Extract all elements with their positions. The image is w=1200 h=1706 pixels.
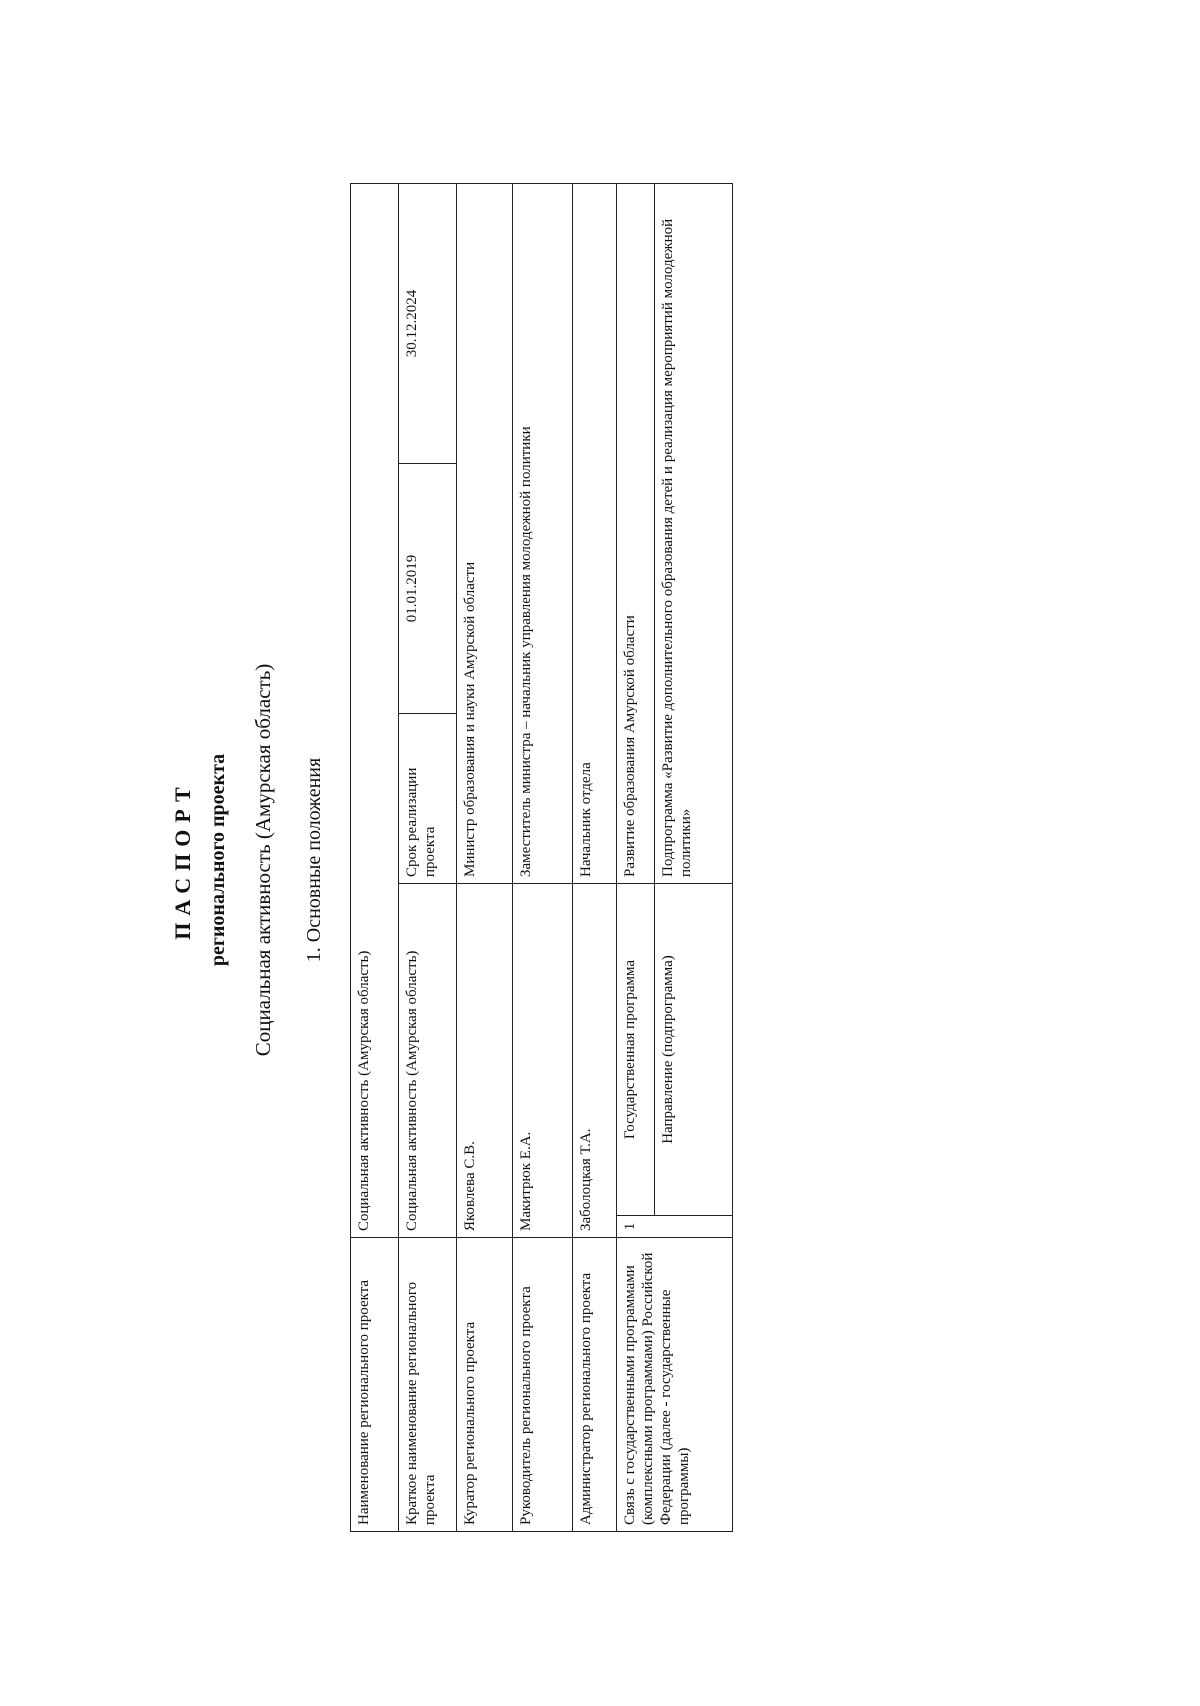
start-date: 01.01.2019 — [399, 464, 457, 714]
person-position: Заместитель министра – начальник управления молодежной политики — [513, 184, 573, 884]
subprogram-label: Направление (подпрограмма) — [655, 884, 733, 1216]
program-label: Государственная программа — [617, 884, 655, 1216]
subprogram-value: Подпрограмма «Развитие дополнительного образования детей и реализация мероприятий молодежной политики» — [655, 184, 733, 884]
row-label: Наименование регионального проекта — [351, 1238, 399, 1532]
rotated-page — [170, 180, 730, 1540]
row-value: Социальная активность (Амурская область) — [399, 884, 457, 1238]
person-position: Начальник отдела — [573, 184, 617, 884]
table-row — [457, 184, 513, 1532]
program-value: Развитие образования Амурской области — [617, 184, 655, 884]
term-label: Срок реализации проекта — [399, 714, 457, 884]
document-title: ПАСПОРТ — [170, 780, 195, 940]
person-name: Макитрюк Е.А. — [513, 884, 573, 1238]
end-date: 30.12.2024 — [399, 184, 457, 464]
row-value: Социальная активность (Амурская область) — [351, 184, 399, 1238]
row-label: Администратор регионального проекта — [573, 1238, 617, 1532]
row-label: Руководитель регионального проекта — [513, 1238, 573, 1532]
person-position: Министр образования и науки Амурской области — [457, 184, 513, 884]
person-name: Яковлева С.В. — [457, 884, 513, 1238]
row-label: Куратор регионального проекта — [457, 1238, 513, 1532]
row-label: Краткое наименование регионального проекта — [399, 1238, 457, 1532]
table-row — [399, 184, 457, 1532]
table-row — [351, 184, 399, 1532]
row-label: Связь с государственными программами (комплексными программами) Российской Федерации (далее - государственные программы) — [617, 1238, 733, 1532]
section-title: 1. Основные положения — [303, 757, 325, 963]
table-row — [617, 184, 655, 1532]
person-name: Заболоцкая Т.А. — [573, 884, 617, 1238]
project-name-heading: Социальная активность (Амурская область) — [251, 663, 275, 1057]
table-row — [573, 184, 617, 1532]
program-number: 1 — [617, 1216, 733, 1238]
passport-table — [350, 183, 733, 1532]
document-subtitle: регионального проекта — [207, 753, 229, 967]
table-row — [513, 184, 573, 1532]
